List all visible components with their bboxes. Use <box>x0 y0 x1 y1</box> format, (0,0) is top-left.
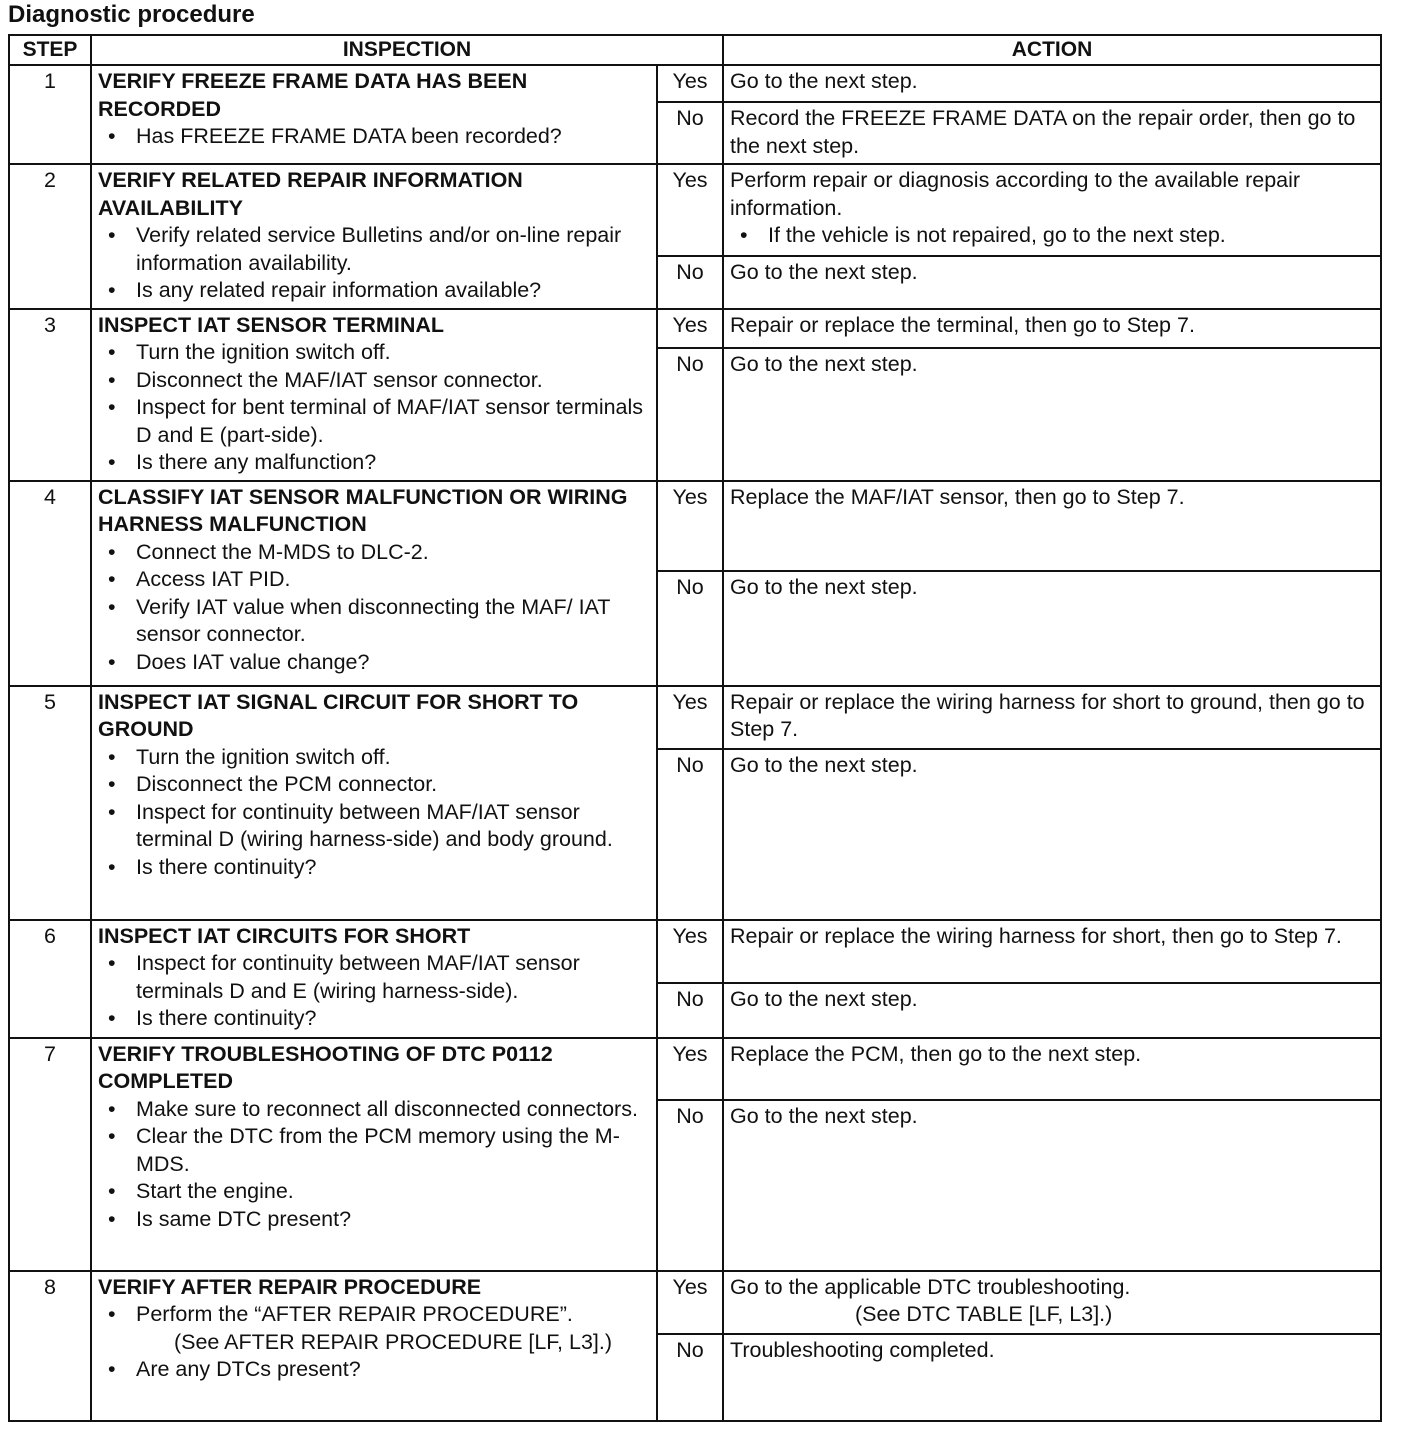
bullet-text: Perform the “AFTER REPAIR PROCEDURE”. <box>136 1302 573 1326</box>
table-row <box>9 309 1381 349</box>
list-item: • Disconnect the PCM connector. <box>98 771 650 799</box>
step-number: 7 <box>9 1038 91 1271</box>
table-row <box>9 481 1381 571</box>
inspection-heading: INSPECT IAT SENSOR TERMINAL <box>98 312 445 337</box>
yes-action: Repair or replace the wiring harness for short, then go to Step 7. <box>723 920 1381 983</box>
inspection-cell <box>91 164 657 309</box>
step-number: 4 <box>9 481 91 686</box>
list-item: • Turn the ignition switch off. <box>98 744 650 772</box>
inspection-cell <box>91 686 657 920</box>
list-item: • Is any related repair information available? <box>98 277 650 305</box>
step-number: 8 <box>9 1271 91 1421</box>
yes-label: Yes <box>657 481 723 571</box>
yes-label: Yes <box>657 1271 723 1334</box>
yes-label: Yes <box>657 686 723 749</box>
inspection-list <box>98 1301 650 1384</box>
list-item: • Are any DTCs present? <box>98 1356 650 1384</box>
yes-label: Yes <box>657 1038 723 1100</box>
table-row <box>9 686 1381 749</box>
yes-action: Repair or replace the wiring harness for short to ground, then go to Step 7. <box>723 686 1381 749</box>
step-number: 2 <box>9 164 91 309</box>
inspection-heading: VERIFY RELATED REPAIR INFORMATION AVAILABILITY <box>98 168 523 220</box>
no-action: Go to the next step. <box>723 348 1381 480</box>
yes-action: Replace the PCM, then go to the next step. <box>723 1038 1381 1100</box>
table-row <box>9 164 1381 256</box>
no-action: Go to the next step. <box>723 1100 1381 1271</box>
inspection-cell <box>91 309 657 481</box>
yes-label: Yes <box>657 65 723 102</box>
list-item: • Access IAT PID. <box>98 566 650 594</box>
yes-action: Perform repair or diagnosis according to the available repair information. <box>730 168 1301 220</box>
no-action: Go to the next step. <box>723 256 1381 309</box>
step-number: 3 <box>9 309 91 481</box>
inspection-list <box>98 539 650 677</box>
header-step: STEP <box>9 35 91 65</box>
list-item: • Inspect for bent terminal of MAF/IAT sensor terminals D and E (part-side). <box>98 394 650 449</box>
inspection-heading: INSPECT IAT SIGNAL CIRCUIT FOR SHORT TO GROUND <box>98 689 579 741</box>
inspection-cell <box>91 920 657 1038</box>
list-item: • If the vehicle is not repaired, go to the next step. <box>730 222 1374 250</box>
step-number: 6 <box>9 920 91 1038</box>
no-label: No <box>657 102 723 164</box>
yes-label: Yes <box>657 164 723 256</box>
diagnostic-procedure-table <box>8 34 1382 1422</box>
no-action: Troubleshooting completed. <box>723 1334 1381 1421</box>
no-label: No <box>657 983 723 1038</box>
no-action: Record the FREEZE FRAME DATA on the repair order, then go to the next step. <box>723 102 1381 164</box>
inspection-list <box>98 222 650 305</box>
inspection-heading: INSPECT IAT CIRCUITS FOR SHORT <box>98 923 471 948</box>
after-repair-procedure-link[interactable]: (See AFTER REPAIR PROCEDURE [LF, L3].) <box>173 1329 613 1354</box>
inspection-list <box>98 950 650 1033</box>
table-row <box>9 1271 1381 1334</box>
list-item: • Disconnect the MAF/IAT sensor connector. <box>98 367 650 395</box>
inspection-list <box>98 1096 650 1234</box>
list-item: • Clear the DTC from the PCM memory using the M-MDS. <box>98 1123 650 1178</box>
inspection-heading: VERIFY TROUBLESHOOTING OF DTC P0112 COMPLETED <box>98 1041 553 1093</box>
table-row <box>9 65 1381 102</box>
table-row <box>9 1038 1381 1100</box>
step-number: 1 <box>9 65 91 164</box>
no-label: No <box>657 571 723 686</box>
yes-action-cell <box>723 164 1381 256</box>
action-list <box>730 222 1374 250</box>
list-item: • Connect the M-MDS to DLC-2. <box>98 539 650 567</box>
inspection-cell <box>91 1038 657 1271</box>
yes-action: Replace the MAF/IAT sensor, then go to Step 7. <box>723 481 1381 571</box>
list-item: • Inspect for continuity between MAF/IAT sensor terminal D (wiring harness-side) and body ground. <box>98 799 650 854</box>
header-action: ACTION <box>723 35 1381 65</box>
list-item: • Is there any malfunction? <box>98 449 650 477</box>
inspection-heading: VERIFY FREEZE FRAME DATA HAS BEEN RECORDED <box>98 69 528 121</box>
inspection-cell <box>91 1271 657 1421</box>
yes-action: Go to the applicable DTC troubleshooting. <box>730 1274 1131 1299</box>
inspection-cell <box>91 65 657 164</box>
list-item: • Verify related service Bulletins and/or on-line repair information availability. <box>98 222 650 277</box>
list-item: • Inspect for continuity between MAF/IAT sensor terminals D and E (wiring harness-side). <box>98 950 650 1005</box>
no-label: No <box>657 1100 723 1271</box>
page-title: Diagnostic procedure <box>8 1 255 28</box>
list-item: • Make sure to reconnect all disconnected connectors. <box>98 1096 650 1124</box>
yes-label: Yes <box>657 920 723 983</box>
inspection-list <box>98 123 650 151</box>
list-item <box>98 1301 650 1356</box>
no-action: Go to the next step. <box>723 749 1381 920</box>
inspection-list <box>98 339 650 477</box>
dtc-table-link[interactable]: (See DTC TABLE [LF, L3].) <box>855 1302 1113 1326</box>
step-number: 5 <box>9 686 91 920</box>
no-label: No <box>657 1334 723 1421</box>
no-action: Go to the next step. <box>723 983 1381 1038</box>
list-item: • Is there continuity? <box>98 854 650 882</box>
inspection-heading: VERIFY AFTER REPAIR PROCEDURE <box>98 1274 482 1299</box>
inspection-list <box>98 744 650 882</box>
yes-label: Yes <box>657 309 723 349</box>
inspection-cell <box>91 481 657 686</box>
no-label: No <box>657 348 723 480</box>
no-action: Go to the next step. <box>723 571 1381 686</box>
list-item: • Has FREEZE FRAME DATA been recorded? <box>98 123 650 151</box>
list-item: • Start the engine. <box>98 1178 650 1206</box>
list-item: • Does IAT value change? <box>98 649 650 677</box>
table-row <box>9 920 1381 983</box>
no-label: No <box>657 256 723 309</box>
table-header-row <box>9 35 1381 65</box>
yes-action-cell <box>723 1271 1381 1334</box>
yes-action: Go to the next step. <box>723 65 1381 102</box>
yes-action: Repair or replace the terminal, then go to Step 7. <box>723 309 1381 349</box>
inspection-heading: CLASSIFY IAT SENSOR MALFUNCTION OR WIRING HARNESS MALFUNCTION <box>98 484 628 536</box>
no-label: No <box>657 749 723 920</box>
list-item: • Is same DTC present? <box>98 1206 650 1234</box>
list-item: • Verify IAT value when disconnecting the MAF/ IAT sensor connector. <box>98 594 650 649</box>
list-item: • Is there continuity? <box>98 1005 650 1033</box>
list-item: • Turn the ignition switch off. <box>98 339 650 367</box>
header-inspection: INSPECTION <box>91 35 723 65</box>
